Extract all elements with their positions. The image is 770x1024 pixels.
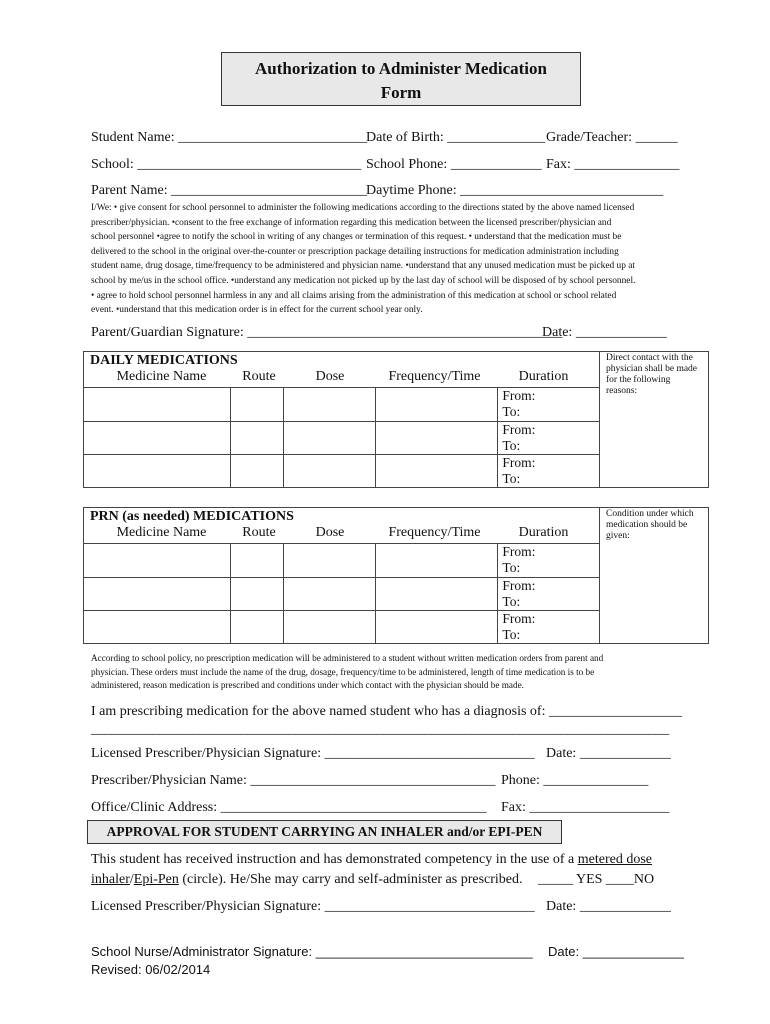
nurse-date-field[interactable]: Date: ______________ [548, 944, 684, 959]
fax-field[interactable]: Fax: _______________ [546, 157, 680, 172]
prescriber-name-field[interactable]: Prescriber/Physician Name: ___________________________________ [91, 773, 496, 788]
frequency-cell[interactable] [376, 611, 498, 644]
medicine-name-cell[interactable] [84, 544, 231, 578]
col-frequency: Frequency/Time [388, 525, 481, 540]
prn-condition-cell[interactable]: Condition under which medication should be given: [600, 508, 709, 644]
daily-medications-heading: DAILY MEDICATIONS [90, 353, 238, 368]
diagnosis-continuation-line[interactable]: _____________________________________________________________________________________ [91, 722, 670, 737]
duration-cell[interactable] [498, 544, 600, 578]
prn-medications-table [83, 507, 709, 644]
school-phone-field[interactable]: School Phone: _____________ [366, 157, 542, 172]
consent-line: school by me/us in the school office. •understand any medication not picked up by the last day of school will be disposed of by school personnel. [91, 275, 636, 286]
to-label: To: [502, 404, 521, 419]
diagnosis-field[interactable]: I am prescribing medication for the above named student who has a diagnosis of: ___________________ [91, 704, 682, 719]
form-title-box [221, 52, 581, 106]
to-label: To: [502, 438, 521, 453]
duration-cell[interactable] [498, 578, 600, 611]
duration-cell[interactable] [498, 422, 600, 455]
form-title-line1: Authorization to Administer Medication [255, 59, 547, 78]
from-label: From: [502, 388, 536, 403]
clinic-address-field[interactable]: Office/Clinic Address: ______________________________________ [91, 800, 487, 815]
policy-line: According to school policy, no prescription medication will be administered to a student without written medication orders from parent and [91, 653, 604, 663]
consent-line: student name, drug dosage, time/frequency to be administered and physician name. •understand that any unused medication must be picked up at [91, 261, 636, 272]
col-dose: Dose [315, 525, 345, 540]
duration-cell[interactable] [498, 611, 600, 644]
col-frequency: Frequency/Time [388, 369, 481, 384]
approval-header-box: APPROVAL FOR STUDENT CARRYING AN INHALER and/or EPI-PEN [87, 820, 562, 844]
duration-cell[interactable] [498, 388, 600, 422]
dose-cell[interactable] [284, 611, 376, 644]
student-name-field[interactable]: Student Name: ___________________________ [91, 130, 368, 145]
header-cell [84, 352, 600, 388]
col-medicine-name: Medicine Name [116, 525, 207, 540]
from-label: From: [502, 611, 536, 626]
from-label: From: [502, 578, 536, 593]
route-cell[interactable] [230, 422, 283, 455]
to-label: To: [502, 627, 521, 642]
grade-teacher-field[interactable]: Grade/Teacher: ______ [546, 130, 678, 145]
column-headers [90, 525, 593, 541]
col-duration: Duration [518, 369, 569, 384]
route-cell[interactable] [230, 544, 283, 578]
frequency-cell[interactable] [376, 455, 498, 488]
medicine-name-cell[interactable] [84, 455, 231, 488]
dose-cell[interactable] [284, 578, 376, 611]
guardian-signature-field[interactable]: Parent/Guardian Signature: _____________________________________________ [91, 325, 563, 340]
consent-paragraph [91, 201, 691, 318]
approval-text-line2 [91, 872, 523, 888]
dose-cell[interactable] [284, 388, 376, 422]
column-headers [90, 369, 593, 385]
inhaler-option[interactable]: inhaler [91, 872, 130, 887]
frequency-cell[interactable] [376, 388, 498, 422]
approval-text: This student has received instruction and has demonstrated competency in the use of a [91, 852, 578, 867]
dose-cell[interactable] [284, 455, 376, 488]
consent-line: prescriber/physician. •consent to the free exchange of information regarding this medication between the licensed prescriber/physician and [91, 217, 612, 228]
to-label: To: [502, 560, 521, 575]
consent-line: I/We: • give consent for school personnel to administer the following medications according to the directions stated by the above named licensed [91, 203, 635, 213]
clinic-fax-field[interactable]: Fax: ____________________ [501, 800, 670, 815]
medicine-name-cell[interactable] [84, 422, 231, 455]
col-route: Route [242, 369, 276, 384]
form-title-line2: Form [380, 83, 422, 102]
yes-no-choice[interactable]: _____ YES ____NO [538, 872, 655, 887]
frequency-cell[interactable] [376, 422, 498, 455]
route-cell[interactable] [230, 611, 283, 644]
from-label: From: [502, 422, 536, 437]
frequency-cell[interactable] [376, 578, 498, 611]
approval-date-field[interactable]: Date: _____________ [546, 899, 671, 914]
col-duration: Duration [518, 525, 569, 540]
approval-signature-field[interactable]: Licensed Prescriber/Physician Signature: ______________________________ [91, 899, 535, 914]
route-cell[interactable] [230, 388, 283, 422]
prescriber-phone-field[interactable]: Phone: _______________ [501, 773, 649, 788]
parent-name-field[interactable]: Parent Name: ____________________________ [91, 183, 368, 198]
daytime-phone-field[interactable]: Daytime Phone: _____________________________ [366, 183, 664, 198]
col-dose: Dose [315, 369, 345, 384]
prn-medications-heading: PRN (as needed) MEDICATIONS [90, 509, 294, 524]
nurse-signature-field[interactable]: School Nurse/Administrator Signature: ______________________________ [91, 944, 533, 959]
prescriber-signature-field[interactable]: Licensed Prescriber/Physician Signature: ______________________________ [91, 746, 535, 761]
header-cell [84, 508, 600, 544]
epi-pen-option[interactable]: Epi-Pen [133, 872, 179, 887]
medicine-name-cell[interactable] [84, 578, 231, 611]
dose-cell[interactable] [284, 544, 376, 578]
consent-line: • agree to hold school personnel harmless in any and all claims arising from the administration of this medication at school or school related [91, 290, 617, 301]
col-medicine-name: Medicine Name [116, 369, 207, 384]
daily-medications-table [83, 351, 709, 488]
dob-field[interactable]: Date of Birth: ______________ [366, 130, 546, 145]
consent-line: school personnel •agree to notify the school in writing of any changes or termination of this request. • understand that the medication must be [91, 232, 622, 243]
duration-cell[interactable] [498, 455, 600, 488]
medicine-name-cell[interactable] [84, 611, 231, 644]
physician-contact-reasons-cell[interactable]: Direct contact with the physician shall be made for the following reasons: [600, 352, 709, 488]
frequency-cell[interactable] [376, 544, 498, 578]
table-header-row [84, 508, 709, 544]
policy-line: administered, reason medication is prescribed and conditions under which contact with the physician should be made. [91, 680, 524, 691]
approval-text: (circle). He/She may carry and self-administer as prescribed. [178, 872, 523, 887]
approval-text-line1 [91, 852, 652, 868]
dose-cell[interactable] [284, 422, 376, 455]
route-cell[interactable] [230, 455, 283, 488]
from-label: From: [502, 544, 536, 559]
school-field[interactable]: School: ________________________________ [91, 157, 362, 172]
col-route: Route [242, 525, 276, 540]
revised-date: Revised: 06/02/2014 [91, 962, 211, 977]
policy-paragraph [91, 652, 691, 693]
consent-line: delivered to the school in the original over-the-counter or prescription package detailing instructions for medication administration including [91, 246, 619, 257]
to-label: To: [502, 594, 521, 609]
prescriber-date-field[interactable]: Date: _____________ [546, 746, 671, 761]
metered-dose-text: metered dose [577, 852, 652, 867]
consent-line: event. •understand that this medication order is in effect for the current school year only. [91, 305, 423, 316]
to-label: To: [502, 471, 521, 486]
guardian-date-field[interactable]: Date: _____________ [542, 325, 667, 340]
from-label: From: [502, 455, 536, 470]
slash-text: / [129, 872, 134, 887]
table-header-row [84, 352, 709, 388]
route-cell[interactable] [230, 578, 283, 611]
medicine-name-cell[interactable] [84, 388, 231, 422]
policy-line: physician. These orders must include the name of the drug, dosage, frequency/time to be administered, length of time medication is to be [91, 666, 595, 677]
